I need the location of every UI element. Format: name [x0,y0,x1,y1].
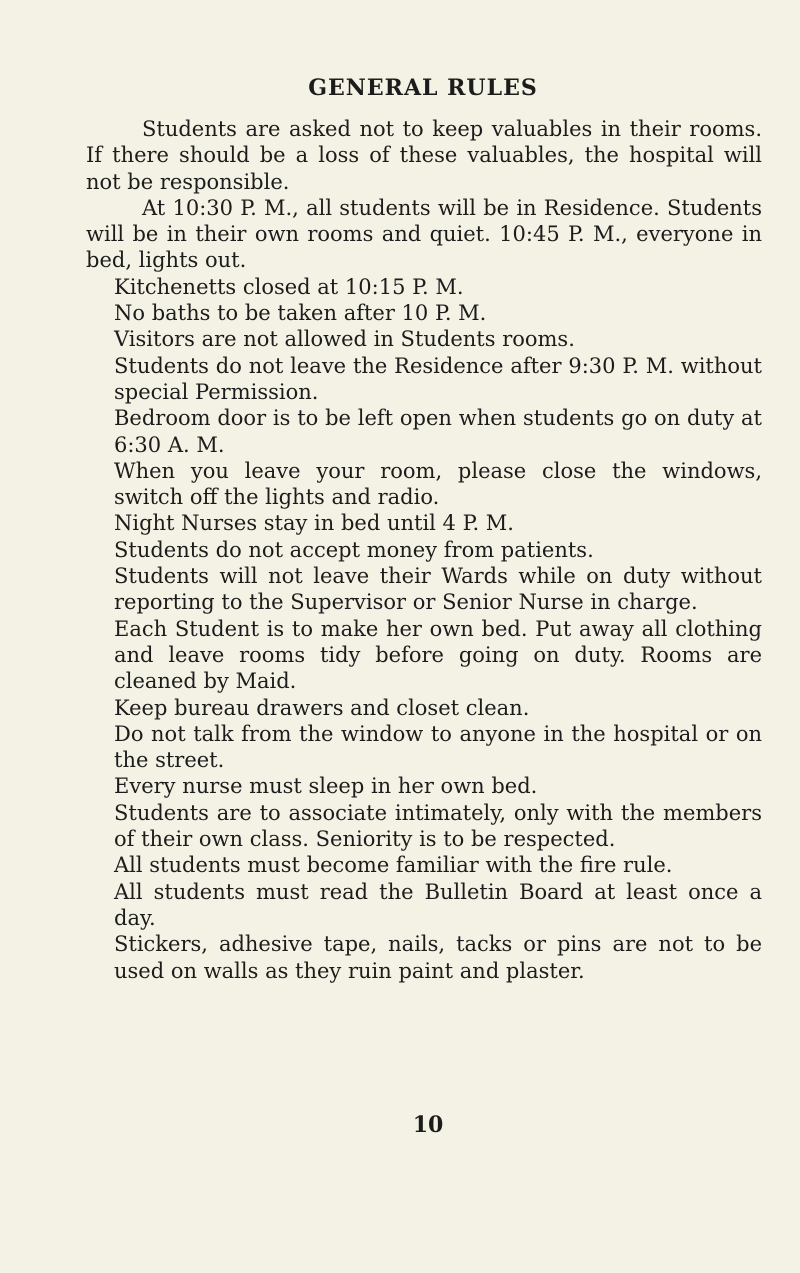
intro-paragraph-curfew: At 10:30 P. M., all students will be in Residence. Students will be in their own rooms and quiet. 10:45 P. M., everyone in bed, lights out. [86,195,762,273]
rule-item: Each Student is to make her own bed. Put away all clothing and leave rooms tidy before going on duty. Rooms are cleaned by Maid. [114,616,762,694]
rule-item: Students will not leave their Wards while on duty without reporting to the Supervisor or Senior Nurse in charge. [114,564,762,615]
rule-item: Bedroom door is to be left open when students go on duty at 6:30 A. M. [114,406,762,457]
intro-paragraph-valuables: Students are asked not to keep valuables in their rooms. If there should be a loss of these valuables, the hospital will not be responsible. [86,117,762,194]
rules-body [86,116,762,984]
rule-item: No baths to be taken after 10 P. M. [114,301,487,326]
rule-item: Students are to associate intimately, only with the members of their own class. Seniority is to be respected. [114,800,762,852]
rule-item: When you leave your room, please close the windows, switch off the lights and radio. [114,458,762,510]
rule-item: Night Nurses stay in bed until 4 P. M. [114,511,514,536]
rule-item: Stickers, adhesive tape, nails, tacks or pins are not to be used on walls as they ruin paint and plaster. [114,932,762,983]
rule-item: Visitors are not allowed in Students rooms. [114,327,575,352]
page-title: GENERAL RULES [308,75,538,101]
rule-item: Kitchenetts closed at 10:15 P. M. [114,274,464,299]
rule-item: Every nurse must sleep in her own bed. [114,774,538,799]
rule-item: Students do not accept money from patients. [114,537,594,562]
rule-item: All students must become familiar with the fire rule. [114,853,673,878]
rule-item: Keep bureau drawers and closet clean. [114,695,530,720]
rule-item: Do not talk from the window to anyone in the hospital or on the street. [114,721,762,773]
page-number: 10 [412,1112,444,1138]
rule-item: Students do not leave the Residence after 9:30 P. M. without special Permission. [114,353,762,404]
rule-item: All students must read the Bulletin Board at least once a day. [114,879,762,930]
